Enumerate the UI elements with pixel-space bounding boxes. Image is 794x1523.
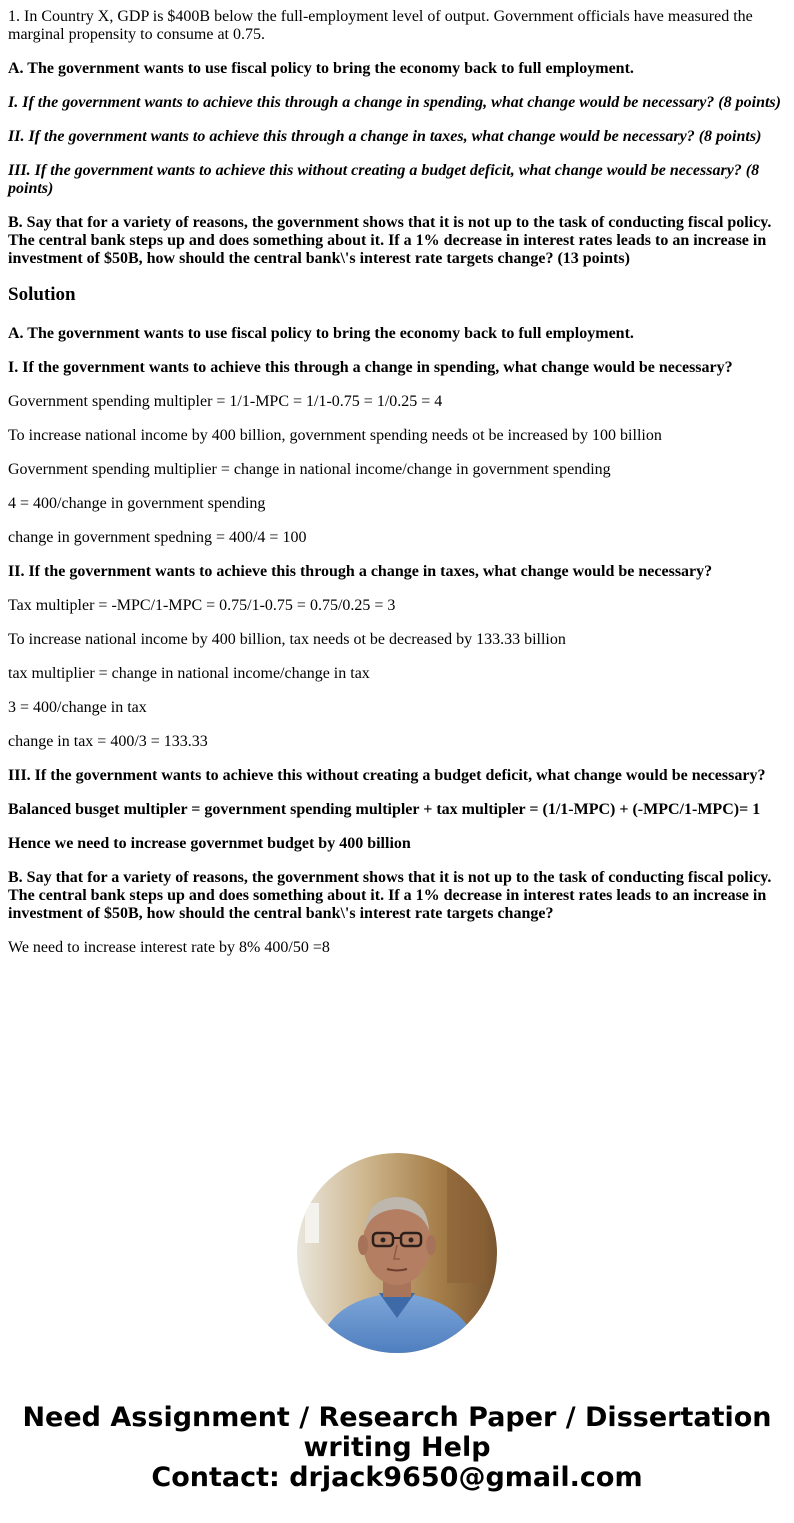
solution-ii-line: change in tax = 400/3 = 133.33 xyxy=(8,733,208,750)
question-part-a: A. The government wants to use fiscal policy to bring the economy back to full employment. xyxy=(8,60,634,77)
footer-line: Need Assignment / Research Paper / Dissertation xyxy=(22,1402,772,1433)
solution-i-line: Government spending multiplier = change in national income/change in government spending xyxy=(8,461,611,478)
solution-i-line: 4 = 400/change in government spending xyxy=(8,495,266,512)
question-part-a-i: I. If the government wants to achieve this through a change in spending, what change would be necessary? (8 points) xyxy=(8,94,781,111)
question-intro: 1. In Country X, GDP is $400B below the full-employment level of output. Government officials have measured the marginal propensity to consume at 0.75. xyxy=(8,8,753,43)
solution-ii-line: To increase national income by 400 billion, tax needs ot be decreased by 133.33 billion xyxy=(8,631,566,648)
solution-iii-heading: III. If the government wants to achieve this without creating a budget deficit, what change would be necessary? xyxy=(8,767,766,784)
footer-banner xyxy=(0,1403,794,1493)
solution-i-line: Government spending multipler = 1/1-MPC = 1/1-0.75 = 1/0.25 = 4 xyxy=(8,393,443,410)
solution-ii-heading: II. If the government wants to achieve this through a change in taxes, what change would be necessary? xyxy=(8,563,713,580)
solution-ii-line: Tax multipler = -MPC/1-MPC = 0.75/1-0.75 = 0.75/0.25 = 3 xyxy=(8,597,396,614)
solution-iii-line: Hence we need to increase governmet budget by 400 billion xyxy=(8,835,411,852)
solution-b-heading: B. Say that for a variety of reasons, the government shows that it is not up to the task of conducting fiscal policy. The central bank steps up and does something about it. If a 1% decrease in interest rates leads to an increase in investment of $50B, how should the central bank\'s interest rate targets change? xyxy=(8,869,772,922)
solution-i-line: change in government spedning = 400/4 = 100 xyxy=(8,529,307,546)
question-part-a-iii: III. If the government wants to achieve this without creating a budget deficit, what change would be necessary? (8 points) xyxy=(8,162,760,197)
solution-i-line: To increase national income by 400 billion, government spending needs ot be increased by 100 billion xyxy=(8,427,662,444)
solution-part-a: A. The government wants to use fiscal policy to bring the economy back to full employment. xyxy=(8,325,634,342)
solution-heading: Solution xyxy=(8,284,76,305)
solution-ii-line: tax multiplier = change in national income/change in tax xyxy=(8,665,370,682)
author-portrait-icon xyxy=(297,1153,497,1353)
solution-i-heading: I. If the government wants to achieve this through a change in spending, what change would be necessary? xyxy=(8,359,733,376)
solution-ii-line: 3 = 400/change in tax xyxy=(8,699,147,716)
question-part-b: B. Say that for a variety of reasons, the government shows that it is not up to the task of conducting fiscal policy. The central bank steps up and does something about it. If a 1% decrease in interest rates leads to an increase in investment of $50B, how should the central bank\'s interest rate targets change? (13 points) xyxy=(8,214,772,267)
footer-line: writing Help xyxy=(303,1432,491,1463)
footer-contact: Contact: drjack9650@gmail.com xyxy=(151,1462,643,1493)
solution-iii-line: Balanced busget multipler = government spending multipler + tax multipler = (1/1-MPC) + (-MPC/1-MPC)= 1 xyxy=(8,801,761,818)
document-body xyxy=(8,8,786,973)
question-part-a-ii: II. If the government wants to achieve this through a change in taxes, what change would be necessary? (8 points) xyxy=(8,128,762,145)
author-photo xyxy=(297,1153,497,1353)
solution-b-answer: We need to increase interest rate by 8% 400/50 =8 xyxy=(8,939,330,956)
